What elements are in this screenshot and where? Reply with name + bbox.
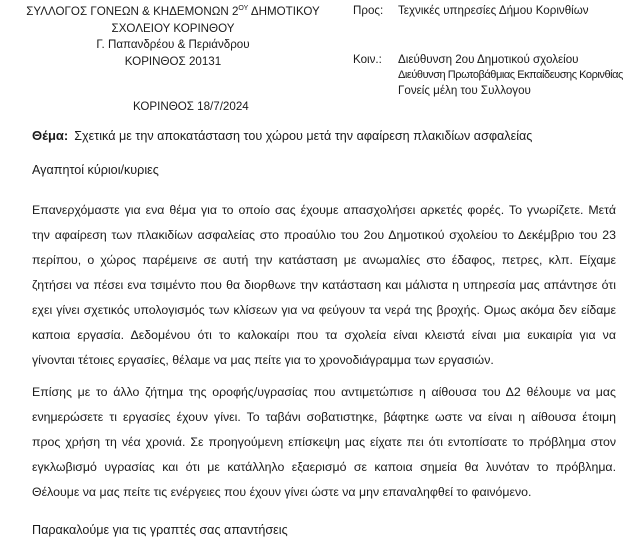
cc-recipient: Διεύθυνση Πρωτοβάθμιας Εκπαίδευσης Κορινθίας: [398, 69, 623, 81]
ordinal-superscript: ΟΥ: [238, 5, 249, 12]
body-paragraph-ceiling: [32, 380, 616, 505]
to-recipient: Τεχνικές υπηρεσίες Δήμου Κορινθίων: [398, 4, 589, 17]
body-paragraph-roadwork: [32, 198, 616, 373]
sender-address: Γ. Παπανδρέου & Περιάνδρου: [96, 38, 250, 51]
paragraph-line: περίπου, ο χώρος παρέμεινε σε αυτή την κατάσταση με ανωμαλίες στο έδαφος, πετρες, κλπ. Είχαμε: [32, 253, 616, 267]
paragraph-line: ζητήσει να πέσει ενα τσιμέντο που θα διορθωνε την κατάσταση και μάλιστα η υπηρεσία μας απάντησε ότι: [32, 278, 616, 292]
paragraph-line: Θέλουμε να μας πείτε τις ενέργειες που έχουν γίνει ώστε να μην επαναληφθεί το φαινόμενο.: [32, 485, 532, 499]
letter-date: ΚΟΡΙΝΘΟΣ 18/7/2024: [133, 100, 249, 113]
paragraph-line: γίνονται τέτοιες εργασίες, θέλαμε να μας πείτε για το χρονοδιάγραμμα των εργασιών.: [32, 353, 494, 367]
paragraph-line: προς χρήση τη νέα χρονιά. Σε προηγούμενη επίσκεψη μας είχατε πει ότι εντοπίσατε το πρόβλημα στον: [32, 435, 616, 449]
to-label: Προς:: [353, 4, 384, 17]
sender-block: [10, 4, 336, 70]
greeting: Αγαπητοί κύριοι/κυριες: [32, 163, 159, 177]
paragraph-line: Επανερχόμαστε για ενα θέμα για το οποίο σας έχουμε απασχολήσει αρκετές φορές. Το γνωρίζετε. Μετά: [32, 203, 616, 217]
cc-label: Κοιν.:: [353, 53, 382, 66]
sender-city-postcode: ΚΟΡΙΝΘΟΣ 20131: [124, 54, 222, 68]
paragraph-line: καποια εργασία. Δεδομένου ότι το καλοκαίρι που τα σχολεία είναι κλειστά είναι μια ευκαιρία για να: [32, 328, 616, 342]
paragraph-line: εχει γίνει σχετικός υπολογισμός των κλίσεων για να φεύγουν τα νερά της βροχής. Ομως ακόμα δεν είδαμε: [32, 303, 616, 317]
sender-school-name: ΣΧΟΛΕΙΟΥ ΚΟΡΙΝΘΟΥ: [111, 21, 235, 35]
subject-text: Σχετικά με την αποκατάσταση του χώρου μετά την αφαίρεση πλακιδίων ασφαλείας: [74, 129, 533, 143]
paragraph-line: Επίσης με το άλλο ζήτημα της οροφής/υγρασίας που αντιμετώπισε η αίθουσα του Δ2 θέλουμε να μας: [32, 385, 616, 399]
cc-recipient: Διεύθυνση 2ου Δημοτικού σχολείου: [398, 53, 579, 66]
subject-label: Θέμα:: [32, 128, 69, 143]
paragraph-line: εγκλωβισμό υγρασίας και ότι με κατάλληλο εξαερισμό σε καποια σημεία θα λυνόταν το πρόβλημα.: [32, 460, 616, 474]
closing-line: Παρακαλούμε για τις γραπτές σας απαντήσεις: [32, 523, 288, 537]
paragraph-line: ενημερώσετε τι εργασίες έχουν γίνει. Το ταβάνι σοβατιστηκε, βάφτηκε ωστε να είναι η αίθουσα έτοιμη: [32, 410, 616, 424]
sender-association-name: ΣΥΛΛΟΓΟΣ ΓΟΝΕΩΝ & ΚΗΔΕΜΟΝΩΝ $2^{O\Upsilon}$ ΔΗΜΟΤΙΚΟΥ: [26, 5, 320, 18]
cc-recipient: Γονείς μέλη του Συλλογου: [398, 84, 531, 97]
paragraph-line: την αφαίρεση των πλακιδίων ασφαλείας στο προαύλιο του 2ου Δημοτικού σχολείου το Δεκέμβριο του 23: [32, 228, 616, 242]
subject-line: [32, 128, 532, 143]
